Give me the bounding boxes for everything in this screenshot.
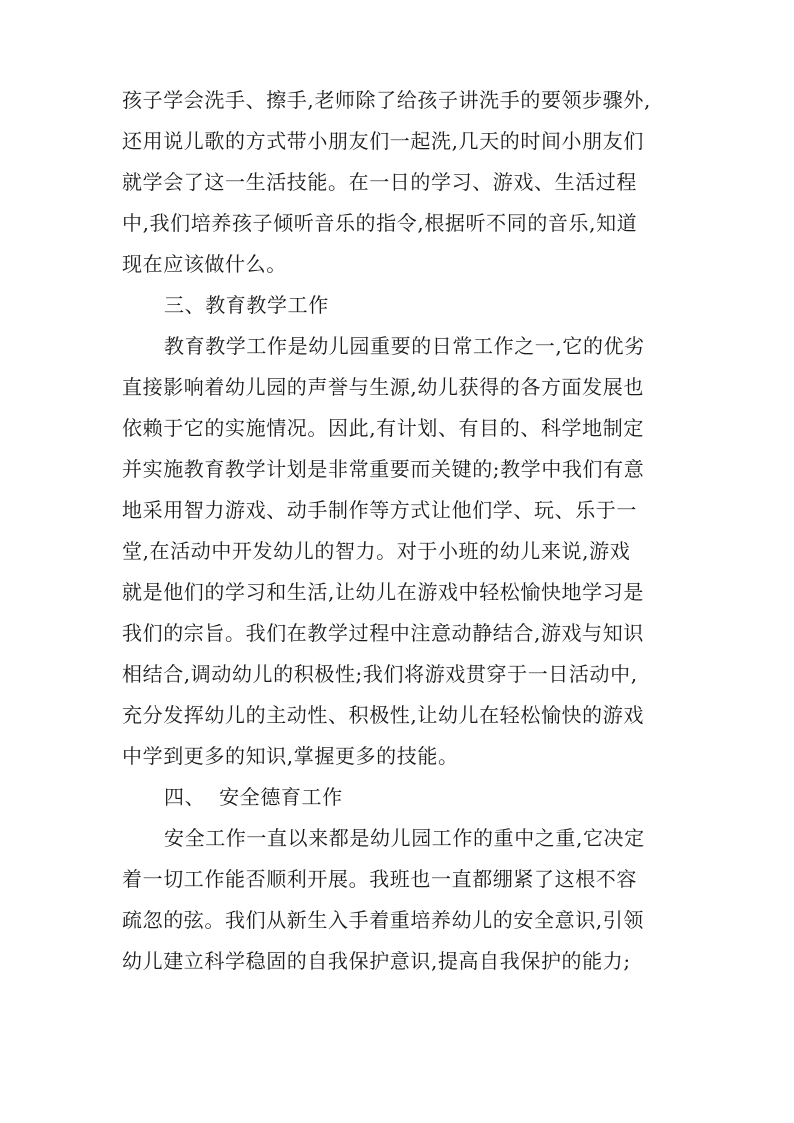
body-line: 着一切工作能否顺利开展。我班也一直都绷紧了这根不容 <box>122 867 637 891</box>
document-page <box>122 80 682 982</box>
body-line: 孩子学会洗手、擦手,老师除了给孩子讲洗手的要领步骤外, <box>122 88 651 112</box>
body-line: 依赖于它的实施情况。因此,有计划、有目的、科学地制定 <box>122 416 644 440</box>
body-line: 就学会了这一生活技能。在一日的学习、游戏、生活过程 <box>122 170 637 194</box>
body-line: 现在应该做什么。 <box>122 252 287 276</box>
section-heading-4: 四、 安全德育工作 <box>164 785 343 809</box>
body-line: 还用说儿歌的方式带小朋友们一起洗,几天的时间小朋友们 <box>122 129 644 153</box>
paragraph-start-line: 教育教学工作是幼儿园重要的日常工作之一,它的优劣 <box>164 334 645 358</box>
body-line: 堂,在活动中开发幼儿的智力。对于小班的幼儿来说,游戏 <box>122 539 631 563</box>
body-line: 直接影响着幼儿园的声誉与生源,幼儿获得的各方面发展也 <box>122 375 644 399</box>
body-line: 中学到更多的知识,掌握更多的技能。 <box>122 744 459 768</box>
section-heading-3: 三、教育教学工作 <box>164 293 329 317</box>
body-line: 相结合,调动幼儿的积极性;我们将游戏贯穿于一日活动中, <box>122 662 638 686</box>
body-line: 并实施教育教学计划是非常重要而关键的;教学中我们有意 <box>122 457 645 481</box>
body-line: 幼儿建立科学稳固的自我保护意识,提高自我保护的能力; <box>122 949 631 973</box>
body-line: 就是他们的学习和生活,让幼儿在游戏中轻松愉快地学习是 <box>122 580 644 604</box>
body-line: 地采用智力游戏、动手制作等方式让他们学、玩、乐于一 <box>122 498 637 522</box>
paragraph-start-line: 安全工作一直以来都是幼儿园工作的重中之重,它决定 <box>164 826 645 850</box>
body-line: 我们的宗旨。我们在教学过程中注意动静结合,游戏与知识 <box>122 621 644 645</box>
body-line: 充分发挥幼儿的主动性、积极性,让幼儿在轻松愉快的游戏 <box>122 703 644 727</box>
body-line: 中,我们培养孩子倾听音乐的指令,根据听不同的音乐,知道 <box>122 211 638 235</box>
body-line: 疏忽的弦。我们从新生入手着重培养幼儿的安全意识,引领 <box>122 908 644 932</box>
